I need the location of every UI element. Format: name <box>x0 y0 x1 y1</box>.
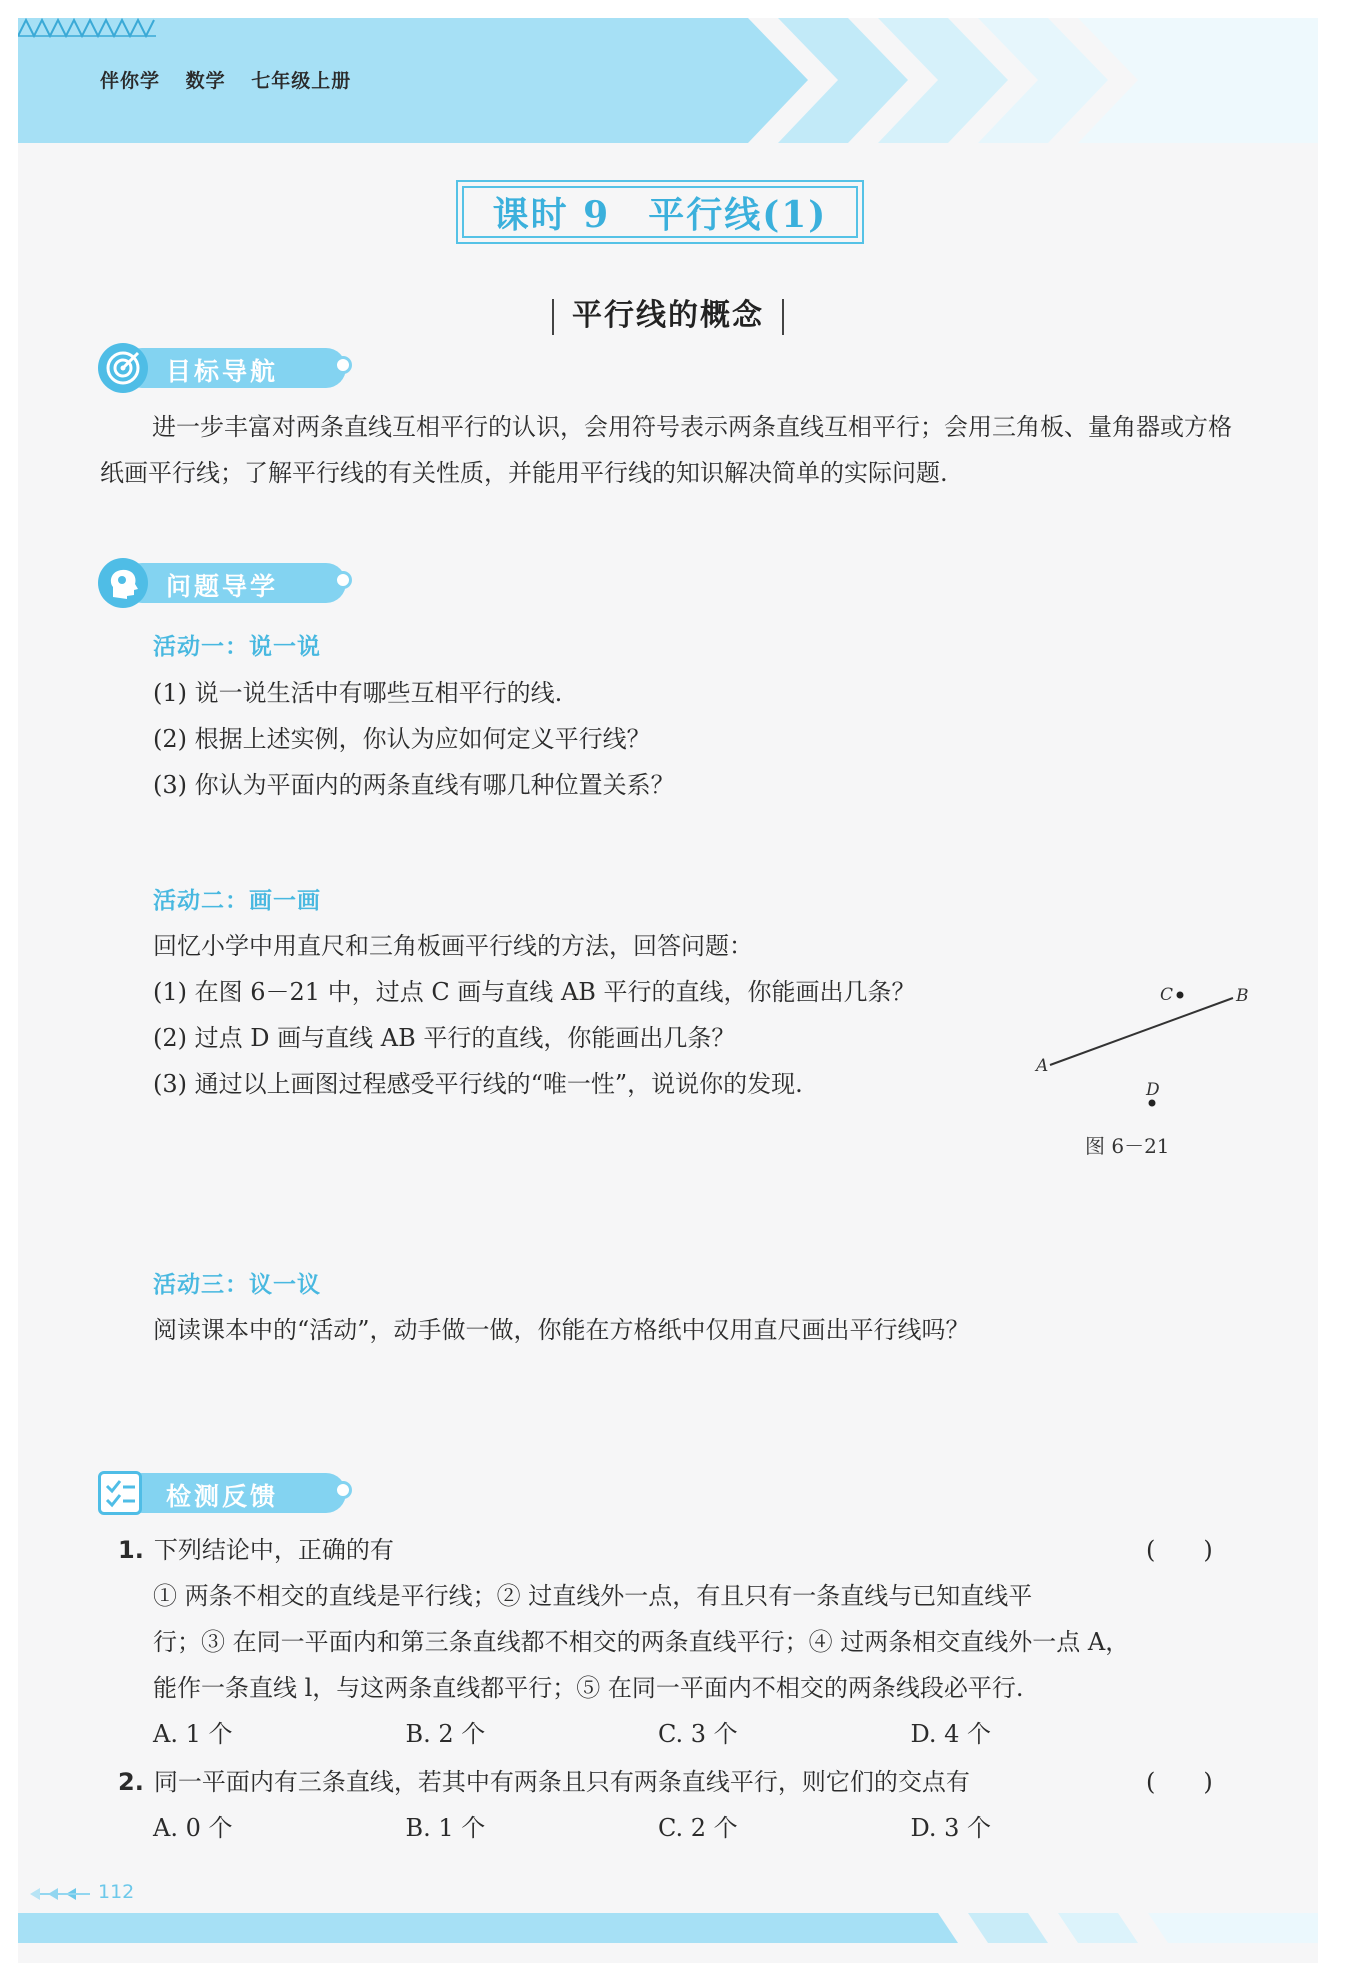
question-1-text: 下列结论中，正确的有 <box>153 1536 394 1564</box>
point-c <box>1177 992 1184 999</box>
activity1-item-3: (3) 你认为平面内的两条直线有哪几种位置关系？ <box>153 771 675 799</box>
question-2-stem <box>118 1762 970 1797</box>
question-2-option-c: C. 2 个 <box>658 1814 738 1842</box>
title-bar-right <box>782 299 784 335</box>
activity2-title: 活动二：画一画 <box>153 888 321 914</box>
activity1-item-2: (2) 根据上述实例，你认为应如何定义平行线？ <box>153 725 651 753</box>
checklist-icon <box>98 1471 142 1515</box>
question-1-answer-blank: ( ) <box>1146 1536 1213 1564</box>
section-title-text: 平行线的概念 <box>572 298 764 333</box>
activity3-title: 活动三：议一议 <box>153 1272 321 1298</box>
label-c: C <box>1160 985 1174 1005</box>
lesson-title-box <box>456 180 864 244</box>
goals-text: 进一步丰富对两条直线互相平行的认识，会用符号表示两条直线互相平行；会用三角板、量角器或方格纸画平行线；了解平行线的有关性质，并能用平行线的知识解决简单的实际问题. <box>100 413 1232 487</box>
question-2-number: 2. <box>118 1768 144 1796</box>
point-d <box>1149 1100 1156 1107</box>
zigzag-ornament <box>18 18 158 38</box>
figure-6-21 <box>1028 973 1268 1113</box>
book-name: 伴你学 <box>100 70 161 92</box>
question-2-option-b: B. 1 个 <box>405 1814 486 1842</box>
label-b: B <box>1236 986 1249 1006</box>
lesson-title: 课时 9 平行线(1) <box>462 186 858 238</box>
label-a: A <box>1036 1056 1049 1076</box>
question-1-number: 1. <box>118 1536 144 1564</box>
footer-arrows-icon <box>30 1886 92 1902</box>
head-gear-icon <box>98 558 148 608</box>
question-1-stem <box>118 1530 394 1565</box>
title-bar-left <box>552 299 554 335</box>
question-1-option-d: D. 4 个 <box>910 1720 992 1748</box>
subject-name: 数学 <box>185 70 226 92</box>
question-1-options <box>153 1714 1163 1749</box>
figure-caption: 图 6－21 <box>1085 1134 1170 1158</box>
activity2-item-1: (1) 在图 6－21 中，过点 C 画与直线 AB 平行的直线，你能画出几条？ <box>153 978 916 1006</box>
workbook-page <box>18 18 1318 1963</box>
grade-name: 七年级上册 <box>251 70 352 92</box>
feedback-badge <box>98 1468 358 1518</box>
activity1-item-1: (1) 说一说生活中有哪些互相平行的线. <box>153 679 563 707</box>
question-2-text: 同一平面内有三条直线，若其中有两条且只有两条直线平行，则它们的交点有 <box>153 1768 970 1796</box>
question-2-option-d: D. 3 个 <box>910 1814 992 1842</box>
question-1-option-c: C. 3 个 <box>658 1720 738 1748</box>
problems-badge-label: 问题导学 <box>166 572 279 601</box>
feedback-badge-label: 检测反馈 <box>166 1482 279 1511</box>
question-1-line-3: 能作一条直线 l，与这两条直线都平行；⑤ 在同一平面内不相交的两条线段必平行. <box>153 1674 1024 1702</box>
activity2-intro: 回忆小学中用直尺和三角板画平行线的方法，回答问题： <box>153 932 753 960</box>
question-1-option-a: A. 1 个 <box>153 1720 233 1748</box>
activity2-item-3: (3) 通过以上画图过程感受平行线的“唯一性”，说说你的发现. <box>153 1070 803 1098</box>
goals-badge-label: 目标导航 <box>166 357 279 386</box>
activity2-item-2: (2) 过点 D 画与直线 AB 平行的直线，你能画出几条？ <box>153 1024 736 1052</box>
question-1-line-1: ① 两条不相交的直线是平行线；② 过直线外一点，有且只有一条直线与已知直线平 <box>153 1582 1033 1610</box>
target-icon <box>98 343 148 393</box>
label-d: D <box>1146 1080 1160 1100</box>
question-1-option-b: B. 2 个 <box>405 1720 486 1748</box>
footer-banner <box>18 1913 1318 1943</box>
page-number: 112 <box>98 1881 135 1903</box>
question-2-options <box>153 1808 1163 1843</box>
question-2-answer-blank: ( ) <box>1146 1768 1213 1796</box>
goals-badge <box>98 343 358 393</box>
section-title <box>18 290 1318 335</box>
question-1-line-2: 行；③ 在同一平面内和第三条直线都不相交的两条直线平行；④ 过两条相交直线外一点 A， <box>153 1628 1130 1656</box>
question-2-option-a: A. 0 个 <box>153 1814 233 1842</box>
activity3-text: 阅读课本中的“活动”，动手做一做，你能在方格纸中仅用直尺画出平行线吗？ <box>153 1316 970 1344</box>
activity1-title: 活动一：说一说 <box>153 634 321 660</box>
line-ab <box>1050 998 1233 1065</box>
problems-badge <box>98 558 358 608</box>
running-head <box>100 66 369 93</box>
top-banner <box>18 18 1318 143</box>
